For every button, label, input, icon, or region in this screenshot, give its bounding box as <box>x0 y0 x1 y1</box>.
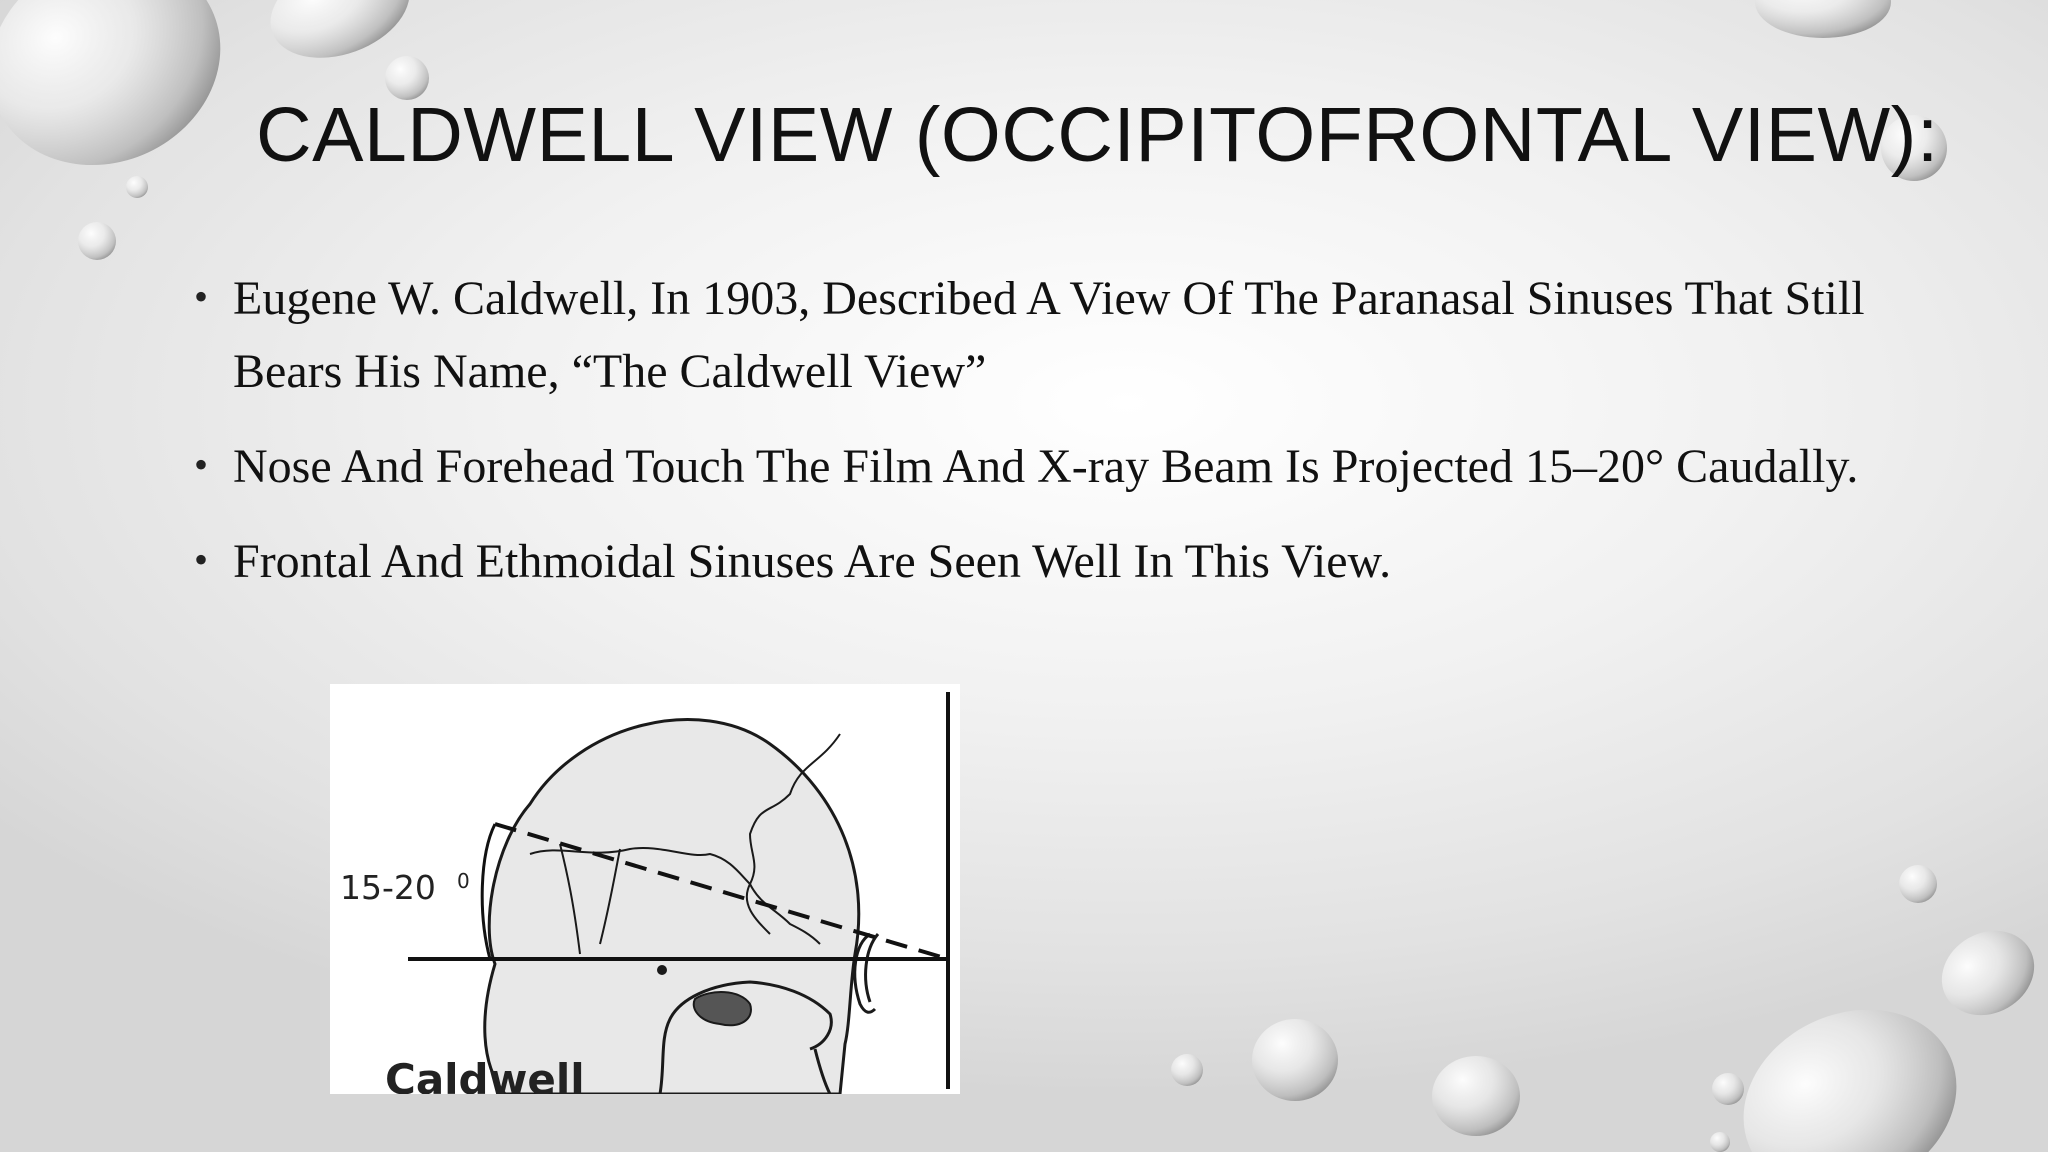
angle-label: 15-20 <box>340 868 436 907</box>
droplet <box>1252 1019 1338 1101</box>
droplet <box>1432 1056 1520 1136</box>
bullet-dot-icon: • <box>194 442 209 487</box>
diagram-caption: Caldwell <box>385 1055 585 1094</box>
bullet-list <box>190 262 1910 620</box>
slide-title: CALDWELL VIEW (OCCIPITOFRONTAL VIEW): <box>256 92 1939 178</box>
angle-degree-mark: 0 <box>457 869 470 893</box>
bullet-item <box>190 262 1910 408</box>
droplet <box>0 0 255 202</box>
bullet-text: Nose And Forehead Touch The Film And X-ray Beam Is Projected 15–20° Caudally. <box>233 440 1859 493</box>
droplet <box>1710 1132 1730 1152</box>
droplet <box>78 222 116 260</box>
droplet <box>1899 865 1937 903</box>
ear-canal <box>657 965 667 975</box>
bullet-item <box>190 430 1910 503</box>
droplet <box>1712 1073 1744 1105</box>
bullet-text: Frontal And Ethmoidal Sinuses Are Seen Well In This View. <box>233 535 1392 588</box>
droplet <box>1926 914 2048 1031</box>
bullet-dot-icon: • <box>194 537 209 582</box>
caldwell-view-diagram <box>330 684 960 1094</box>
droplet <box>1171 1054 1203 1086</box>
bullet-item <box>190 525 1910 598</box>
droplet <box>1755 0 1891 38</box>
droplet <box>1713 976 1987 1152</box>
bullet-dot-icon: • <box>194 274 209 319</box>
droplet <box>126 176 148 198</box>
bullet-text: Eugene W. Caldwell, In 1903, Described A View Of The Paranasal Sinuses That Still Bears His Name, “The Caldwell View” <box>233 272 1865 398</box>
